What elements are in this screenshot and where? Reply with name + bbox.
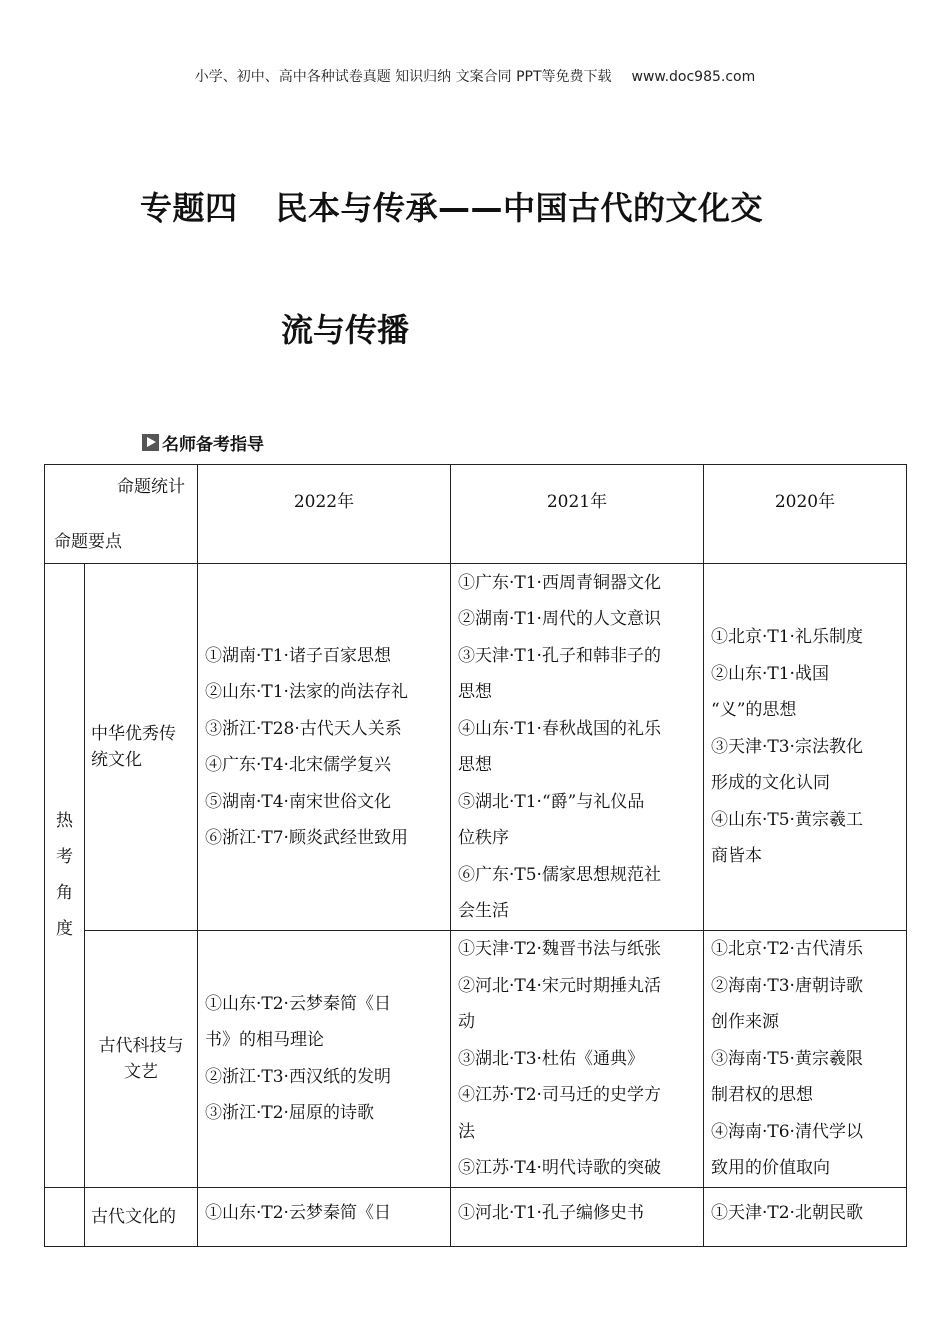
list-item: ⑤湖南·T4·南宋世俗文化 [205, 791, 391, 812]
list-item: ③天津·T1·孔子和韩非子的 [458, 645, 661, 666]
corner-top-label: 命题统计 [117, 477, 185, 497]
category-line: 古代科技与 [98, 1035, 184, 1056]
list-item: 形成的文化认同 [711, 773, 830, 794]
corner-bottom-label: 命题要点 [54, 532, 122, 552]
year-header-2022: 2022年 [198, 465, 451, 564]
list-item: ⑥广东·T5·儒家思想规范社 [458, 864, 661, 885]
list-item: ①天津·T2·北朝民歌 [711, 1202, 863, 1223]
table-row [45, 564, 907, 931]
list-item: ②山东·T1·战国 [711, 663, 829, 684]
list-item: ②河北·T4·宋元时期捶丸活 [458, 975, 661, 996]
group-char: 热 [56, 811, 73, 832]
list-item: ③天津·T3·宗法教化 [711, 736, 863, 757]
section-heading [142, 430, 264, 455]
year-header-2020: 2020年 [704, 465, 907, 564]
list-item: ⑥浙江·T7·顾炎武经世致用 [205, 828, 408, 848]
cell-2021 [451, 1187, 704, 1246]
group-label-empty [45, 1187, 85, 1246]
list-item: 位秩序 [458, 828, 509, 848]
list-item: “义”的思想 [711, 700, 797, 721]
list-item: ①湖南·T1·诸子百家思想 [205, 645, 391, 666]
list-item: ②海南·T3·唐朝诗歌 [711, 975, 863, 996]
cell-2021 [451, 931, 704, 1188]
category-line: 文艺 [124, 1061, 158, 1082]
list-item: 会生活 [458, 901, 509, 921]
cell-2022 [198, 564, 451, 931]
cell-2020 [704, 564, 907, 931]
list-item: 创作来源 [711, 1012, 779, 1032]
list-item: ①河北·T1·孔子编修史书 [458, 1202, 644, 1223]
category-cell: 中华优秀传统文化 [85, 564, 198, 931]
list-item: ③湖北·T3·杜佑《通典》 [458, 1048, 644, 1069]
category-cell: 古代文化的 [85, 1187, 198, 1246]
list-item: ④山东·T1·春秋战国的礼乐 [458, 718, 661, 739]
list-item: 思想 [458, 682, 492, 702]
table-header-row [45, 465, 907, 564]
list-item: 动 [458, 1012, 475, 1032]
exam-statistics-table [44, 464, 907, 1247]
table-row [45, 1187, 907, 1246]
list-item: ④江苏·T2·司马迁的史学方 [458, 1085, 661, 1105]
list-item: ④山东·T5·黄宗羲工 [711, 809, 863, 830]
list-item: ②湖南·T1·周代的人文意识 [458, 609, 661, 629]
list-item: ①天津·T2·魏晋书法与纸张 [458, 939, 661, 959]
list-item: 法 [458, 1121, 475, 1142]
cell-2020 [704, 931, 907, 1188]
list-item: 制君权的思想 [711, 1085, 813, 1105]
group-char: 角 [56, 883, 73, 904]
table-row [45, 931, 907, 1188]
header-url[interactable]: www.doc985.com [631, 69, 756, 85]
corner-header [45, 465, 198, 564]
play-icon [142, 434, 159, 451]
list-item: ①山东·T2·云梦秦简《日 [205, 993, 391, 1014]
category-cell [85, 931, 198, 1188]
group-label [45, 564, 85, 1188]
title-main: 民本与传承——中国古代的文化交 [275, 189, 764, 227]
list-item: ①山东·T2·云梦秦简《日 [205, 1202, 391, 1223]
list-item: 思想 [458, 755, 492, 775]
list-item: ①广东·T1·西周青铜器文化 [458, 572, 661, 593]
list-item: ④海南·T6·清代学以 [711, 1121, 863, 1142]
cell-2022 [198, 931, 451, 1188]
list-item: ②浙江·T3·西汉纸的发明 [205, 1066, 391, 1087]
cell-2020 [704, 1187, 907, 1246]
list-item: 致用的价值取向 [711, 1158, 830, 1178]
list-item: ④广东·T4·北宋儒学复兴 [205, 755, 391, 775]
list-item: ③浙江·T2·屈原的诗歌 [205, 1103, 374, 1124]
list-item: ①北京·T1·礼乐制度 [711, 627, 863, 648]
page-title [140, 183, 860, 229]
list-item: ①北京·T2·古代清乐 [711, 939, 863, 959]
title-topic: 专题四 [140, 189, 238, 227]
list-item: 书》的相马理论 [205, 1030, 324, 1051]
list-item: ③海南·T5·黄宗羲限 [711, 1048, 863, 1069]
group-char: 考 [56, 847, 73, 868]
list-item: ②山东·T1·法家的尚法存礼 [205, 682, 408, 702]
page-title-continued: 流与传播 [281, 311, 410, 349]
header-text: 小学、初中、高中各种试卷真题 知识归纳 文案合同 PPT等免费下载 [194, 69, 612, 85]
list-item: ③浙江·T28·古代天人关系 [205, 718, 402, 739]
year-header-2021: 2021年 [451, 465, 704, 564]
group-char: 度 [56, 919, 73, 940]
page-header [0, 66, 950, 86]
list-item: 商皆本 [711, 846, 762, 867]
section-label: 名师备考指导 [162, 435, 264, 455]
list-item: ⑤江苏·T4·明代诗歌的突破 [458, 1158, 661, 1178]
cell-2022 [198, 1187, 451, 1246]
list-item: ⑤湖北·T1·“爵”与礼仪品 [458, 791, 645, 812]
cell-2021 [451, 564, 704, 931]
